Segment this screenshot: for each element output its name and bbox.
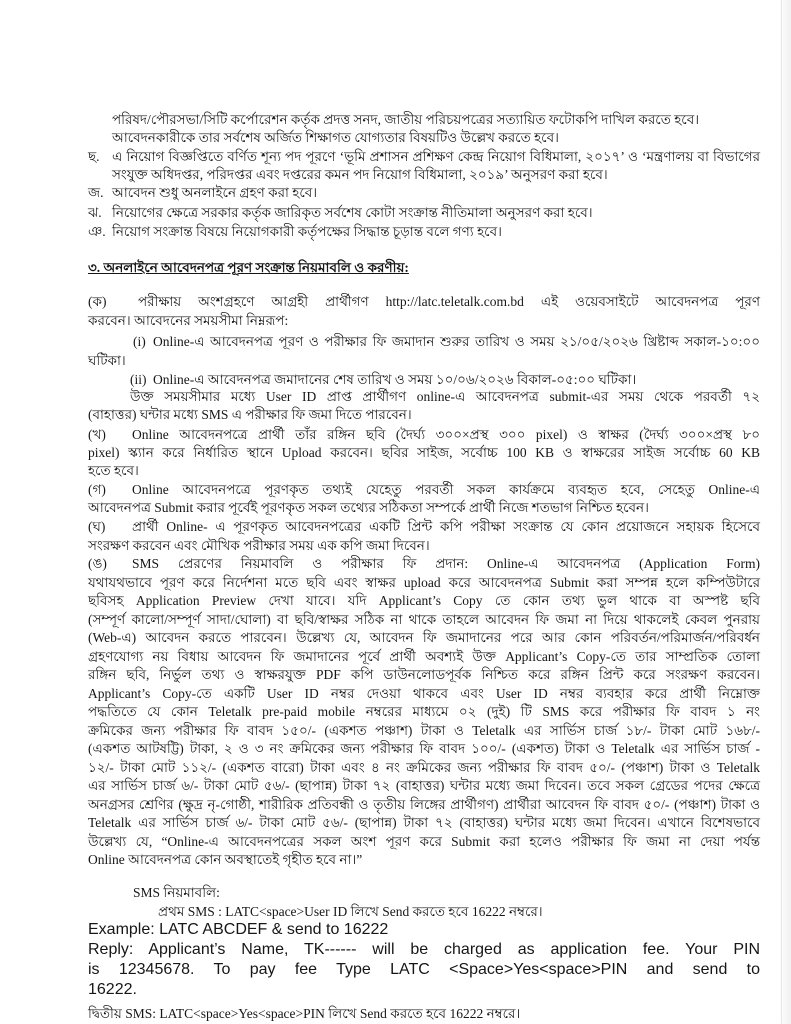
sms-example: Example: LATC ABCDEF & send to 16222 [88,921,389,938]
scan-edge-line [781,0,782,1024]
item-text-line: উল্লেখ্য যে, “Online-এ আবেদনপত্রের সকল অংশ পূরণ করে Submit করা হলেও পরীক্ষার ফি জমা না দেয়া পর্যন্ত [88,833,760,849]
clause-label: ঝ. [88,205,102,220]
clause-text-line: সংযুক্ত অধিদপ্তর, পরিদপ্তর এবং দপ্তরের কমন পদ নিয়োগ বিধিমালা, ২০১৯’ অনুসরণ করা হবে। [112,167,608,182]
clause-label: ছ. [88,149,100,164]
item-text-line: (একশত আটষট্টি) টাকা, ২ ও ৩ নং ক্রমিকের জন্য পরীক্ষার ফি বাবদ ১০০/- (একশত) টাকা ও Teletalk এর সার্ভিস চার্জ - [88,741,760,756]
item-text-line: Teletalk এর সার্ভিস চার্জ ৬/- টাকা মোট ৫৬/- (ছাপান্ন) টাকা ৭২ (বাহাত্তর) ঘন্টার মধ্যে জমা দিবেন। এখানে বিশেষভাবে [88,815,760,830]
item-text-line: Applicant’s Copy-তে একটি User ID নম্বর দেওয়া থাকবে এবং User ID নম্বর ব্যবহার করে প্রার্থী নিম্নোক্ত [88,685,760,701]
item-label: (ঘ) [88,519,106,534]
note-line: (বাহাত্তর) ঘন্টার মধ্যে SMS এ পরীক্ষার ফি জমা দিতে পারবেন। [88,407,412,422]
clause-label: জ. [88,185,104,200]
item-text-line: এর সার্ভিস চার্জ ৬/- টাকা মোট ৫৬/- (ছাপান্ন) টাকা ৭২ (বাহাত্তর) ঘন্টার মধ্যে জমা দিবেন। তবে সকল গ্রেডের পদের ক্ষেত্রে [88,778,760,793]
clause-text-line: নিয়োগের ক্ষেত্রে সরকার কর্তৃক জারিকৃত সর্বশেষ কোটা সংক্রান্ত নীতিমালা অনুসরণ করা হবে। [112,205,593,220]
item-text-line: পরীক্ষায় অংশগ্রহণে আগ্রহী প্রার্থীগণ http://latc.teletalk.com.bd এই ওয়েবসাইটে আবেদনপত্র পূরণ [138,294,760,309]
item-label: (খ) [88,427,106,442]
item-text-line: প্রার্থী Online- এ পূরণকৃত আবেদনপত্রের একটি প্রিন্ট কপি পরীক্ষা সংক্রান্ত যে কোন প্রয়োজনে সহায়ক হিসেবে [132,519,760,534]
item-text-line: pixel) স্ক্যান করে নির্ধারিত স্থানে Upload করবেন। ছবির সাইজ, সর্বোচ্চ 100 KB ও স্বাক্ষরের সাইজ সর্বোচ্চ 60 KB [88,445,760,460]
subitem-label: (ii) [130,372,147,387]
item-text-line: ক্রমিকের জন্য পরীক্ষার ফি বাবদ ১৫০/- (একশত পঞ্চাশ) টাকা ও Teletalk এর সার্ভিস চার্জ ১৮/- টাকা মোট ১৬৮/- [88,722,760,738]
clause-text-line: এ নিয়োগ বিজ্ঞপ্তিতে বর্ণিত শূন্য পদ পূরণে ‘ভূমি প্রশাসন প্রশিক্ষণ কেন্দ্র নিয়োগ বিধিমালা, ২০১৭’ ও ‘মন্ত্রণালয় বা বিভাগের [112,149,760,164]
subitem-text-line: ঘটিকা। [88,353,126,368]
subitem-text-line: Online-এ আবেদনপত্র জমাদানের শেষ তারিখ ও সময় ১০/০৬/২০২৬ বিকাল-০৫:০০ ঘটিকা। [153,372,637,387]
item-text-line: সংরক্ষণ করবেন এবং মৌখিক পরীক্ষার সময় এক কপি জমা দিবেন। [88,538,430,553]
item-text-line: Online আবেদনপত্রে প্রার্থী তাঁর রঙ্গিন ছবি (দৈর্ঘ্য ৩০০×প্রস্থ ৩০০ pixel) ও স্বাক্ষর (দৈর্ঘ্য ৩০০×প্রস্থ ৮০ [132,427,760,442]
item-text-line: করবেন। আবেদনের সময়সীমা নিম্নরূপ: [88,313,289,328]
subitem-label: (i) [133,334,146,349]
sms-reply-line: 16222. [88,981,137,998]
item-text-line: ছবিসহ Application Preview দেখা যাবে। যদি Applicant’s Copy তে কোন তথ্য ভুল থাকে বা অস্পষ্ট ছবি [88,593,760,608]
item-text-line: পদ্ধতিতে যে কোন Teletalk pre-paid mobile নম্বরের মাধ্যমে ০২ (দুই) টি SMS করে পরীক্ষার ফি বাবদ ১ নং [88,704,760,719]
section-heading: ৩. অনলাইনে আবেদনপত্র পূরণ সংক্রান্ত নিয়মাবলি ও করণীয়: [88,260,409,275]
item-text-line: রঙ্গিন ছবি, নির্ভুল তথ্য ও স্বাক্ষরযুক্ত PDF কপি ডাউনলোডপূর্বক নিশ্চিত করে রঙ্গিন প্রিন্ট করে সংরক্ষণ করবেন। [88,667,760,682]
sms-reply-line: Reply: Applicant’s Name, TK------ will be charged as application fee. Your PIN [88,941,760,958]
intro-line: পরিষদ/পৌরসভা/সিটি কর্পোরেশন কর্তৃক প্রদত্ত সনদ, জাতীয় পরিচয়পত্রের সত্যায়িত ফটোকপি দাখিল করতে হবে। [112,112,700,127]
sms-reply-line: is 12345678. To pay fee Type LATC <Space>Yes<space>PIN and send to [88,961,760,978]
item-text-line: আবেদনপত্র Submit করার পূর্বেই পূরণকৃত সকল তথ্যের সঠিকতা সম্পর্কে প্রার্থী নিজে শতভাগ নিশ্চিত হবেন। [88,500,649,515]
item-text-line: অনগ্রসর শ্রেণির (ক্ষুদ্র নৃ-গোষ্ঠী, শারীরিক প্রতিবন্ধী ও তৃতীয় লিঙ্গের প্রার্থীগণ) প্রার্থীরা আবেদন ফি বাবদ ৫০/- (পঞ্চাশ) টাকা ও [88,796,760,812]
note-line: উক্ত সময়সীমার মধ্যে User ID প্রাপ্ত প্রার্থীগণ online-এ আবেদনপত্র submit-এর সময় থেকে পরবর্তী ৭২ [130,389,760,404]
item-label: (ঙ) [88,556,107,571]
sms-rules-title: SMS নিয়মাবলি: [133,885,220,900]
item-label: (ক) [88,294,107,309]
first-sms-instruction: প্রথম SMS : LATC<space>User ID লিখে Send করতে হবে 16222 নম্বরে। [158,904,543,919]
item-text-line: (Web-এ) আবেদন করতে পারবেন। উল্লেখ্য যে, আবেদন ফি জমাদানের পরে আর কোন পরিবর্তন/পরিমার্জন/পরিবর্ধন [88,630,760,645]
item-text-line: Online আবেদনপত্রে পূরণকৃত তথ্যই যেহেতু পরবর্তী সকল কার্যক্রমে ব্যবহৃত হবে, সেহেতু Online-এ [132,482,760,497]
item-text-line: ১২/- টাকা মোট ১১২/- (একশত বারো) টাকা এবং ৪ নং ক্রমিকের জন্য পরীক্ষার ফি বাবদ ৫০/- (পঞ্চাশ) টাকা ও Teletalk [88,759,760,775]
second-sms-instruction: দ্বিতীয় SMS: LATC<space>Yes<space>PIN লিখে Send করতে হবে 16222 নম্বরে। [88,1006,521,1021]
clause-label: ঞ. [88,224,106,239]
item-text-line: গ্রহণযোগ্য নয় বিধায় আবেদন ফি জমাদানের পূর্বে প্রার্থী অবশ্যই উক্ত Applicant’s Copy-তে তার সাম্প্রতিক তোলা [88,648,760,664]
item-text-line: হতে হবে। [88,463,139,478]
item-text-line: যথাযথভাবে পূরণ করে নির্দেশনা মতে ছবি এবং স্বাক্ষর upload করে আবেদনপত্র Submit করা সম্পন্ন হলে কম্পিউটারে [88,574,760,590]
item-label: (গ) [88,482,106,497]
clause-text-line: আবেদন শুধু অনলাইনে গ্রহণ করা হবে। [112,185,318,200]
subitem-text-line: Online-এ আবেদনপত্র পূরণ ও পরীক্ষার ফি জমাদান শুরুর তারিখ ও সময় ২১/০৫/২০২৬ খ্রিষ্টাব্দ সকাল-১০:০০ [153,334,760,349]
item-text-line: (সম্পূর্ণ কালো/সম্পূর্ণ সাদা/ঘোলা) বা ছবি/স্বাক্ষর সঠিক না থাকে তাহলে আবেদন ফি জমা না দিয়ে থাকলেই কেবল পুনরায় [88,611,760,627]
intro-line: আবেদনকারীকে তার সর্বশেষ অর্জিত শিক্ষাগত যোগ্যতার বিষয়টিও উল্লেখ করতে হবে। [112,130,559,145]
item-text-line: SMS প্রেরণের নিয়মাবলি ও পরীক্ষার ফি প্রদান: Online-এ আবেদনপত্র (Application Form) [132,556,760,571]
item-text-line: Online আবেদনপত্র কোন অবস্থাতেই গৃহীত হবে না।” [88,852,363,867]
clause-text-line: নিয়োগ সংক্রান্ত বিষয়ে নিয়োগকারী কর্তৃপক্ষের সিদ্ধান্ত চূড়ান্ত বলে গণ্য হবে। [112,224,502,239]
